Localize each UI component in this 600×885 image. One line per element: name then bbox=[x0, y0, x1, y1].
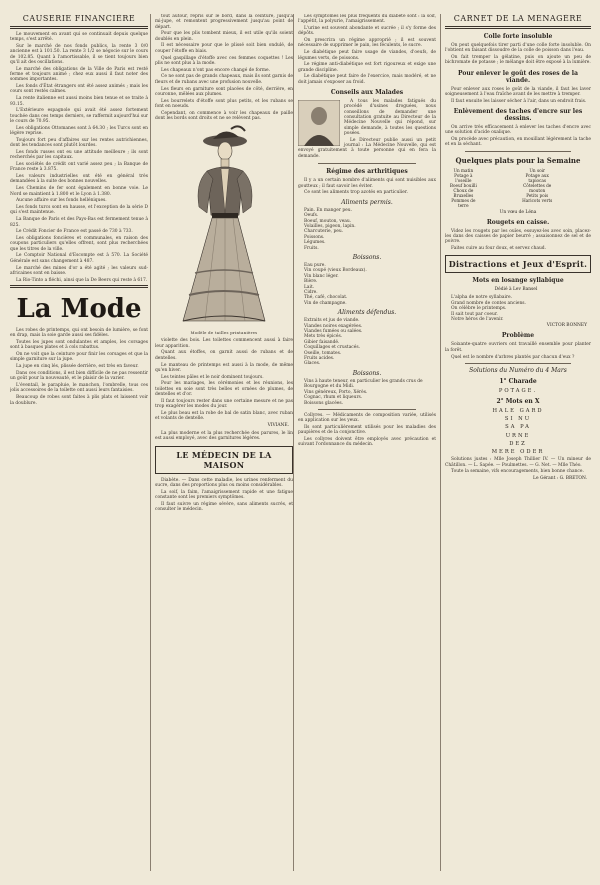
heading-rougets: Rougets en caisse. bbox=[486, 218, 550, 226]
paragraph: On peut quelquefois tirer parti d'une colle forte insoluble. On l'obtient en faisant dissoudre de la colle de poisson dans l'eau. bbox=[445, 43, 591, 54]
diabetes-text bbox=[298, 14, 436, 85]
list-item: Légumes. bbox=[304, 240, 326, 246]
paragraph: Il faut suivre un régime sévère, sans aliments sucrés, et consulter le médecin. bbox=[155, 501, 293, 513]
divider bbox=[318, 163, 416, 164]
column-rule bbox=[150, 14, 151, 871]
paragraph: violette des bois. Les toilettes commencent aussi à faire leur apparition. bbox=[155, 338, 293, 349]
paragraph: Les Chemins de fer sont également en bonne voie. Le Nord se maintient à 1.800 et le Lyon à 1.380. bbox=[10, 186, 148, 197]
paragraph: Les fonds d'État étrangers ont été assez animés ; mais les cours sont restés calmes. bbox=[10, 84, 148, 95]
portrait-illustration bbox=[298, 100, 340, 146]
list-item: Eau pure. bbox=[304, 262, 326, 268]
paragraph: Il faut toujours rester dans une certaine mesure et ne pas trop exagérer les modes du jour. bbox=[155, 398, 293, 410]
list-item: Boeuf, mouton, veau. bbox=[304, 218, 352, 224]
grid-row: DEZ bbox=[509, 440, 527, 447]
heading-plats: Quelques plats pour la Semaine bbox=[455, 155, 581, 165]
losange-clues bbox=[445, 295, 591, 322]
column-menagere bbox=[445, 14, 591, 871]
paragraph: Dans ces conditions, il est bien difficile de ne pas ressentir un goût pour la nouveauté, et le plaisir de la varier. bbox=[10, 371, 148, 382]
fashion-illustration bbox=[169, 123, 279, 328]
probleme-text bbox=[445, 342, 591, 359]
paragraph: Le Directeur publie aussi un petit journal : La Médecine Nouvelle, qui est envoyé gratuitement à toute personne qui en fera la demande. bbox=[298, 137, 436, 159]
paragraph: Le Comptoir National d'Escompte est à 570. La Société Générale est sans changement à 487. bbox=[10, 253, 148, 264]
section-title-distractions: Distractions et Jeux d'Esprit. bbox=[445, 255, 591, 273]
list-item: Vin de champagne. bbox=[304, 300, 347, 306]
column-fashion-continued bbox=[155, 14, 293, 871]
losange-author: Dédié à Lev Bansel bbox=[494, 287, 538, 293]
fashion-text-3 bbox=[155, 431, 293, 442]
paragraph: Pour les mariages, les cérémonies et les réunions, les toilettes en soie sont très belles et ornées de plumes, de dentelles et d'or. bbox=[155, 381, 293, 398]
paragraph: Les bourrelets d'étoffe sont plus petits, et les rubans se font en noeuds. bbox=[155, 98, 293, 109]
paragraph: Le marché des obligations de la Ville de Paris est resté ferme et toujours animé ; chez eux aussi il faut noter des sommes importantes. bbox=[10, 66, 148, 83]
paragraph: La soif, la faim, l'amaigrissement rapide et une fatigue constante sont les premiers symptômes. bbox=[155, 489, 293, 500]
list-item: Grand nombre de contes anciens. bbox=[451, 300, 526, 306]
weekly-menu bbox=[447, 168, 589, 208]
paragraph: Diabète. — Dans cette maladie, les urines renferment du sucre, dans des proportions plus ou moins considérables. bbox=[155, 477, 293, 488]
paragraph: Ce ne sont pas de grands chapeaux, mais ils sont garnis de fleurs et de rubans avec une profusion nouvelle. bbox=[155, 74, 293, 85]
menu-footer: Un vœu de Léna bbox=[499, 209, 537, 215]
gerant-note: Le Gérant : G. BRETON. bbox=[533, 476, 587, 482]
paragraph: Le diabétique peut faire de l'exercice, mais modéré, et ne doit jamais s'exposer au froid. bbox=[298, 74, 436, 85]
paragraph: Ils sont particulièrement utilisés pour les maladies des paupières et de la conjonctive. bbox=[298, 425, 436, 436]
paragraph: On fait tremper la gélatine, puis on ajoute un peu de bichromate de potasse ; le mélange doit être exposé à la lumière. bbox=[445, 55, 591, 66]
colle-text bbox=[445, 43, 591, 66]
paragraph: tout autour, repris sur le bord, dans la ceinture, jusqu'à mi-jupe, et remontent progressivement jusqu'au point de départ. bbox=[155, 14, 293, 30]
menu-item: Petits pois bbox=[526, 192, 549, 198]
regime-text bbox=[298, 178, 436, 195]
article-signature: VIVIANE. bbox=[267, 423, 289, 428]
column-health bbox=[298, 14, 436, 871]
title-rule bbox=[10, 26, 148, 29]
woman-in-dress-illustration bbox=[169, 123, 279, 328]
paragraph: Le marché des mines d'or a été agité ; les valeurs sud-africaines sont en baisse. bbox=[10, 265, 148, 276]
gout-text bbox=[445, 87, 591, 104]
column-rule bbox=[440, 14, 441, 871]
section-rule bbox=[10, 285, 148, 288]
menu-right bbox=[521, 168, 589, 208]
list-item: Vin coupé (vieux Bordeaux). bbox=[304, 268, 367, 274]
boissons-list bbox=[298, 263, 436, 306]
menu-item: Un soir bbox=[529, 167, 545, 173]
paragraph: L'Extérieure espagnole qui avait été assez fortement touchée dans ces temps derniers, se raffermit aujourd'hui sur le cours de 70.95. bbox=[10, 108, 148, 124]
list-item: Viandes fumées ou salées. bbox=[304, 329, 363, 335]
paragraph: Toutes les jupes sont ondulantes et amples, les corsages sont à basques plates et à cols rabattus. bbox=[10, 340, 148, 351]
permis-list bbox=[298, 208, 436, 251]
title-rule bbox=[445, 26, 591, 29]
paragraph: Il y a un certain nombre d'aliments qui sont nuisibles aux goutteux ; il faut savoir les éviter. bbox=[298, 178, 436, 189]
grid-row: URNE bbox=[505, 432, 531, 439]
list-item: Cognac, rhum et liqueurs. bbox=[304, 395, 363, 401]
list-item: Lait. bbox=[304, 284, 315, 290]
list-item: Vins à haute teneur, en particulier les grands crus de Bourgogne et du Midi. bbox=[304, 378, 423, 390]
paragraph: Les teintes pâles et le noir dominent toujours. bbox=[161, 374, 264, 380]
paragraph: Beaucoup de robes sont faites à plis plats et laissent voir la doublure. bbox=[10, 395, 148, 406]
list-item: Poissons. bbox=[304, 234, 325, 240]
paragraph: Les obligations Ottomanes sont à 64.30 ; les Turcs sont en légère reprise. bbox=[10, 125, 148, 137]
boissons-defendues-text bbox=[298, 379, 436, 406]
column-rule bbox=[293, 14, 294, 871]
defendus-list bbox=[298, 318, 436, 367]
menu-item: Haricots verts bbox=[522, 197, 553, 203]
paragraph: On arrive très efficacement à enlever les taches d'encre avec une solution d'acide oxalique. bbox=[445, 125, 591, 136]
collyres-text bbox=[298, 413, 436, 448]
word-grid bbox=[445, 408, 591, 455]
list-item: Glaces. bbox=[304, 361, 321, 367]
grid-row: MERE ODER bbox=[491, 449, 545, 456]
paragraph: Cependant, on commence à voir les chapeaux de paille dont les bords sont droits et ne se relèvent pas. bbox=[155, 110, 293, 122]
paragraph: On procède avec précaution, en mouillant légèrement la tache et en la séchant. bbox=[445, 137, 591, 148]
paragraph: Le diabétique peut faire usage de viandes, d'oeufs, de légumes verts, de poissons. bbox=[298, 50, 436, 61]
paragraph: Les valeurs industrielles ont été en général très demandées à la suite des bonnes nouvelles. bbox=[10, 174, 148, 185]
heading-charade: 1° Charade bbox=[499, 377, 537, 385]
rougets-text bbox=[445, 229, 591, 252]
finance-article bbox=[10, 32, 148, 283]
heading-permis: Aliments permis. bbox=[341, 198, 393, 206]
list-item: Cidre. bbox=[304, 290, 318, 295]
heading-losange: Mots en losange syllabique bbox=[472, 277, 564, 285]
list-item: Fruits acides. bbox=[304, 356, 335, 362]
list-item: Extraits et jus de viande. bbox=[304, 318, 360, 324]
encre-text bbox=[445, 125, 591, 148]
menu-item: Boeuf bouilli bbox=[449, 182, 477, 188]
paragraph: On prescrira un régime approprié ; il est souvent nécessaire de supprimer le pain, les féculents, le sucre. bbox=[298, 38, 436, 49]
section-title-medicine: LE MÉDECIN DE LA MAISON bbox=[155, 446, 293, 474]
heading-boissons-2: Boissons. bbox=[352, 369, 382, 377]
paragraph: Pour enlever aux roses le goût de la viande, il faut les laver soigneusement à l'eau fraîche avant de les mettre à tremper. bbox=[445, 86, 591, 97]
paragraph: Toujours fort peu d'affaires sur les rentes autrichiennes, dont les tendances sont plutôt lourdes. bbox=[10, 137, 148, 149]
section-title-finance: CAUSERIE FINANCIÈRE bbox=[22, 14, 136, 23]
list-item: Volailles, pigeon, lapin. bbox=[304, 223, 356, 229]
heading-boissons: Boissons. bbox=[352, 253, 382, 261]
divider bbox=[465, 363, 571, 364]
list-item: Charcuterie, peu. bbox=[304, 229, 344, 235]
list-item: Coquillages et crustacés. bbox=[304, 345, 361, 351]
grid-row: SI NU bbox=[504, 416, 532, 423]
list-item: Fruits. bbox=[304, 245, 319, 251]
heading-solutions: Solutions du Numéro du 4 Mars bbox=[469, 366, 567, 374]
list-item: L'alpha de notre syllabaire. bbox=[451, 295, 513, 301]
paragraph: Ce sont les aliments trop azotés en particulier. bbox=[304, 190, 408, 196]
fashion-article bbox=[10, 328, 148, 406]
paragraph: Les obligations foncières et communales, en raison des coupons particuliers qu'elles offrent, sont plus recherchées que les titres de la ville. bbox=[10, 236, 148, 252]
grid-row: SA PA bbox=[505, 424, 531, 431]
list-item: Mets très épicés. bbox=[304, 334, 343, 340]
section-title-menagere: CARNET DE LA MÉNAGÈRE bbox=[453, 14, 583, 23]
list-item: On célèbre le printemps. bbox=[451, 306, 507, 312]
paragraph: Le plus beau est la robe de bal de satin blanc, avec ruban et volants de dentelle. bbox=[155, 410, 293, 422]
heading-carre: 2° Mots en X bbox=[496, 398, 540, 406]
menu-item: Choux de Bruxelles bbox=[453, 187, 474, 198]
divider bbox=[465, 151, 571, 152]
heading-colle: Colle forte insoluble bbox=[483, 33, 553, 40]
list-item: Il sait tout par coeur. bbox=[451, 311, 498, 317]
section-title-fashion: La Mode bbox=[16, 293, 142, 324]
list-item: Thé, café, chocolat. bbox=[304, 295, 348, 301]
paragraph: L'éventail, le parapluie, le manchon, l'ombrelle, tous ces jolis accessoires de la toilette ont aussi leurs fantaisies. bbox=[10, 383, 148, 394]
menu-left bbox=[447, 168, 515, 208]
heading-defendus: Aliments défendus. bbox=[337, 309, 397, 317]
paragraph: Le régime anti-diabétique est fort rigoureux et exige une grande discipline. bbox=[298, 62, 436, 73]
solutions-text bbox=[445, 457, 591, 474]
paragraph: Les fonds turcs sont en hausse, et l'exception de la série D qui s'est maintenue. bbox=[10, 205, 148, 216]
paragraph: Faites cuire au four doux, et servez chaud. bbox=[451, 246, 546, 252]
paragraph: La Banque de Paris et des Pays-Bas est fermement tenue à 825. bbox=[10, 217, 148, 228]
list-item: Oseille, tomates. bbox=[304, 350, 342, 356]
list-item: Bière. bbox=[304, 279, 318, 285]
paragraph: Quel gaspillage d'étoffe avec ces femmes coquettes ! Les plis ne sont plus à la mode. bbox=[155, 55, 293, 66]
paragraph: La Rio-Tinto a fléchi, ainsi que la De Beers qui reste à 617. bbox=[16, 277, 148, 283]
paragraph: La plus moderne et la plus recherchée des parures, le lin est aussi employé, avec des garnitures légères. bbox=[155, 431, 293, 442]
heading-probleme: Problème bbox=[501, 332, 535, 340]
paragraph: Pour que les plis tombent mieux, il est utile qu'ils soient doublés en plein. bbox=[155, 31, 293, 42]
paragraph: Les fonds russes ont eu une attitude meilleure ; ils sont recherchés par les capitaux. bbox=[10, 149, 148, 161]
paragraph: On ne voit que la ceinture pour finir les corsages et que la simple garniture sur la jupe. bbox=[10, 352, 148, 363]
paragraph: Les fleurs en garniture sont placées de côté, derrière, en couronne, mêlées aux plumes. bbox=[155, 86, 293, 97]
paragraph: Les sociétés de crédit ont varié assez peu ; la Banque de France reste à 3.875. bbox=[10, 162, 148, 173]
menu-item: Potage à l'oseille bbox=[454, 172, 473, 183]
paragraph: Solutions justes : Mlle Joseph Thillier IV. — Un mineur de Châtillon. — L. Sapée. — Poulmettes. — G. Net. — Mlle Théo. bbox=[445, 457, 591, 468]
list-item: Oeufs. bbox=[304, 213, 319, 219]
column-finance bbox=[10, 14, 148, 871]
list-item: Viandes noires exagérées. bbox=[304, 323, 363, 329]
fashion-text-2 bbox=[155, 338, 293, 421]
paragraph: A tous les malades fatigués du procédé d'usines droguées, nous conseillons de demander une consultation gratuite au Directeur de la Médecine Nouvelle qui répond, sur simple demande, à toutes les questions posées. bbox=[344, 99, 436, 136]
paragraph: Les robes de printemps, qui ont besoin de lumière, se font en drap, mais la soie garde aussi ses fidèles. bbox=[10, 327, 148, 339]
divider bbox=[318, 409, 416, 410]
portrait-icon bbox=[298, 100, 340, 146]
paragraph: Il est nécessaire pour que le plissé soit bien ondulé, de couper l'étoffe en biais. bbox=[155, 43, 293, 54]
paragraph: Videz les rougets par les ouïes, essuyez-les avec soin, placez-les dans des caisses de papier beurré ; assaisonnez de sel et de poivre. bbox=[445, 228, 591, 245]
list-item: Pain. En manger peu. bbox=[304, 207, 352, 213]
paragraph: Collyres. — Médicaments de composition variée, utilisés en application sur les yeux. bbox=[298, 412, 436, 424]
paragraph: Le manteau de printemps est aussi à la mode, de même qu'en hiver. bbox=[155, 362, 293, 373]
paragraph: La jupe en cinq lés, plissée derrière, est très en faveur. bbox=[16, 364, 139, 370]
paragraph: Soixante-quatre ouvriers ont travaillé ensemble pour planter la forêt. bbox=[445, 342, 591, 353]
fashion-continued-text bbox=[155, 14, 293, 121]
paragraph: L'urine est souvent abondante et sucrée ; il s'y forme des dépôts. bbox=[298, 26, 436, 37]
paragraph: Le Crédit Foncier de France est passé de 730 à 733. bbox=[16, 229, 133, 235]
menu-item: Pommes de terre bbox=[451, 197, 476, 208]
paragraph: Sur le marché de nos fonds publics, la rente 3 0/0 ancienne est à 101.50. La rente 3 1/2 se négocie sur le cours de 102.85. Quant à l'amortissable, il se tient toujours bien qu'il ait des oscillations. bbox=[10, 44, 148, 65]
paragraph: La rente italienne est aussi moins bien tenue et se traite à 93.15. bbox=[10, 96, 148, 107]
paragraph: Il faut ensuite les laisser sécher à l'air, dans un endroit frais. bbox=[451, 98, 587, 104]
paragraph: Les chapeaux n'ont pas encore changé de forme. bbox=[161, 67, 271, 73]
medicine-article bbox=[155, 478, 293, 513]
menu-item: Côtelettes de mouton bbox=[523, 182, 552, 193]
grid-row: HALE GARD bbox=[492, 408, 544, 415]
list-item: Vin blanc léger. bbox=[304, 273, 339, 279]
losange-signature: VICTOR BONNEY bbox=[546, 323, 587, 329]
menu-item: Un matin bbox=[453, 167, 474, 173]
paragraph: Les collyres doivent être employés avec précaution et suivant l'ordonnance du médecin. bbox=[298, 437, 436, 448]
list-item: Notre héros de l'avenir. bbox=[451, 317, 504, 323]
charade-answer: POTAGE. bbox=[498, 387, 538, 394]
list-item: Gibier faisandé. bbox=[304, 339, 340, 345]
paragraph: Quel est le nombre d'arbres plantés par chacun d'eux ? bbox=[451, 354, 575, 360]
menu-item: Potage aux tapiocas bbox=[525, 172, 549, 183]
list-item: Vins généreux, Porto, Xérès. bbox=[304, 389, 368, 395]
list-item: Boissons glacées. bbox=[304, 400, 344, 406]
paragraph: Aucune affaire sur les fonds helléniques. bbox=[16, 198, 107, 204]
figure-caption: Modèle de tailles printanières bbox=[190, 330, 258, 336]
paragraph: Quant aux étoffes, on garnit aussi de rubans et de dentelles. bbox=[155, 350, 293, 361]
heading-conseils: Conseils aux Malades bbox=[330, 89, 404, 97]
paragraph: Les symptômes les plus fréquents du diabète sont : la soif, l'appétit, la polyurie, l'amaigrissement. bbox=[298, 14, 436, 25]
heading-gout: Pour enlever le goût des roses de la viande. bbox=[458, 69, 578, 84]
paragraph: Le mouvement en avant qui se continuait depuis quelque temps, s'est arrêté. bbox=[10, 32, 148, 43]
heading-regime: Régime des arthritiques bbox=[326, 168, 408, 176]
heading-encre: Enlèvement des taches d'encre sur les dessins. bbox=[453, 108, 583, 123]
paragraph: Toute la semaine, vifs encouragements, bien bonne chance. bbox=[451, 469, 584, 475]
conseils-block bbox=[298, 99, 436, 160]
